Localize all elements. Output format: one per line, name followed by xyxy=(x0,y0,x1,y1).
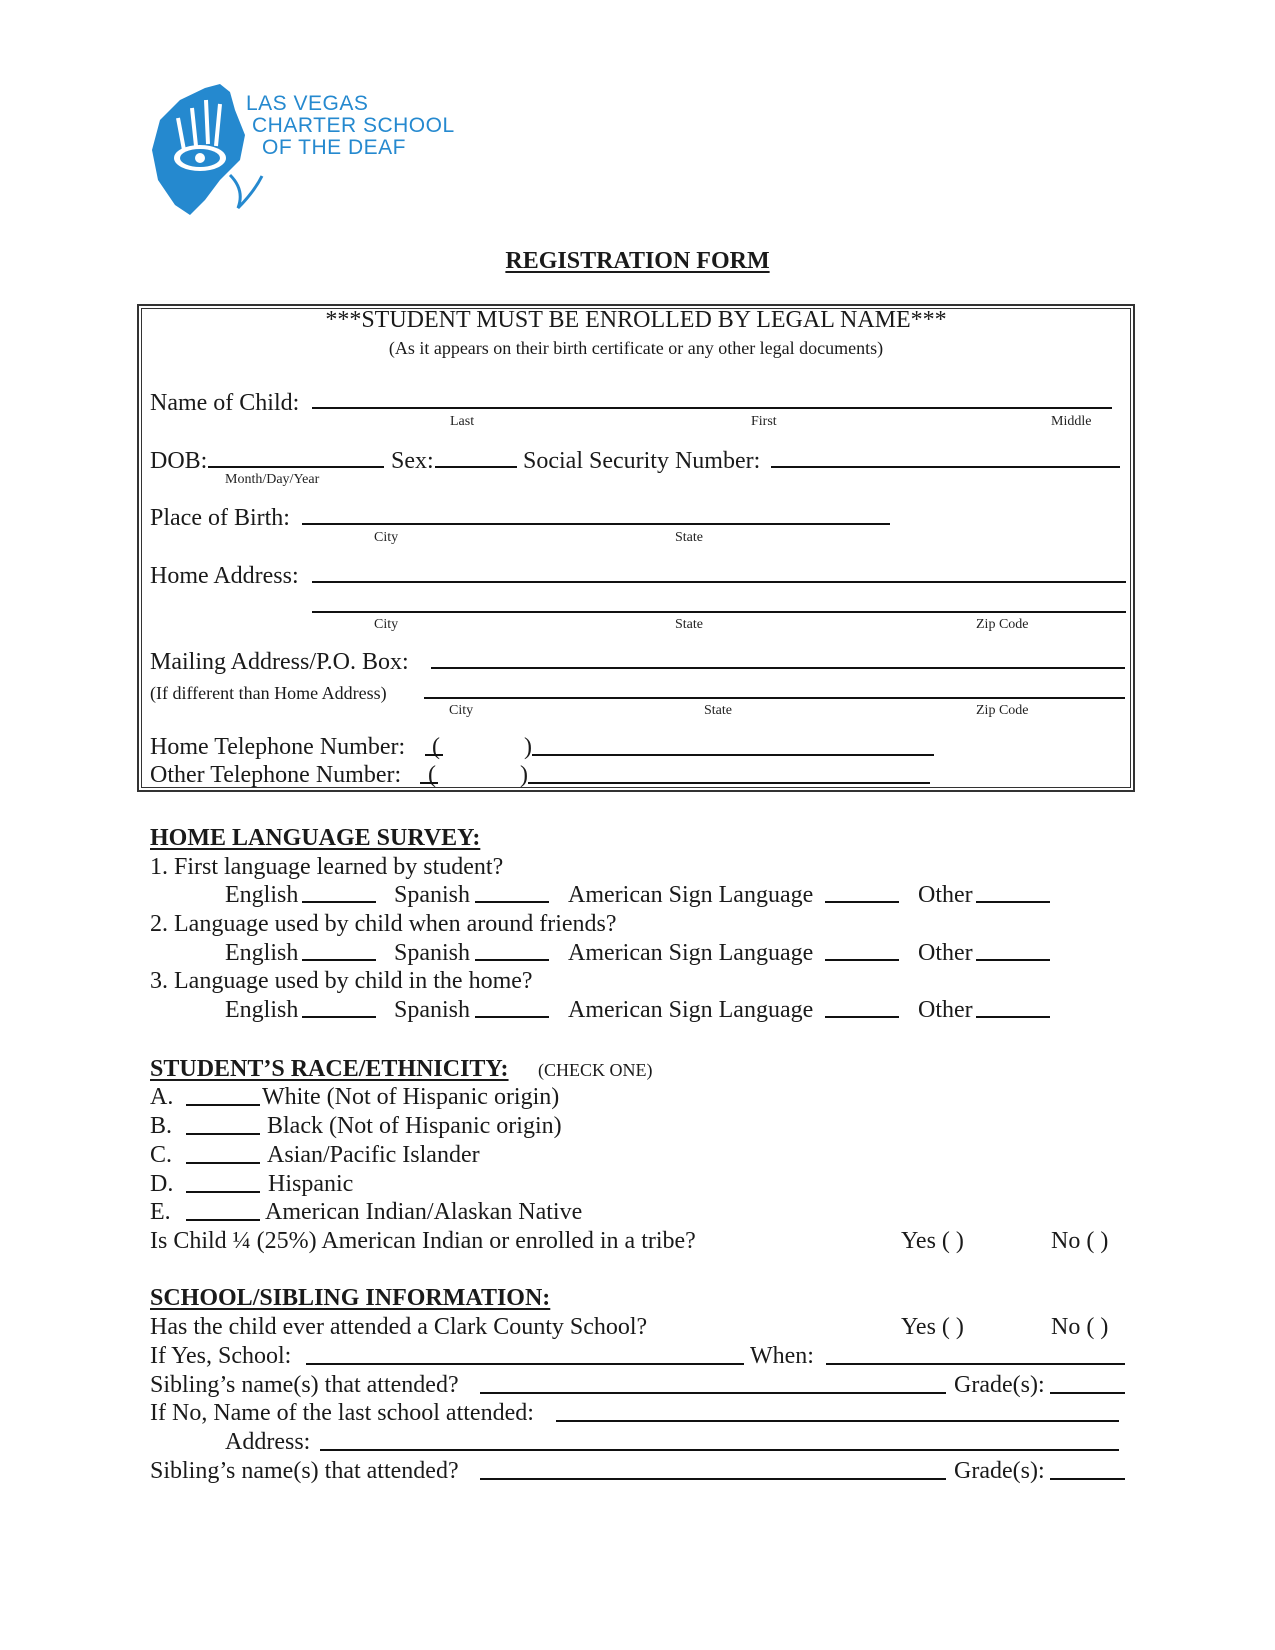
when-field[interactable] xyxy=(826,1363,1125,1365)
place-of-birth-label: Place of Birth: xyxy=(150,505,290,531)
school-heading: SCHOOL/SIBLING INFORMATION: xyxy=(150,1285,551,1311)
q2-asl-label: American Sign Language xyxy=(568,940,814,966)
mailing-caption-city: City xyxy=(449,703,474,718)
caption-middle: Middle xyxy=(1051,414,1092,429)
dob-label: DOB: xyxy=(150,448,208,474)
if-yes-school-label: If Yes, School: xyxy=(150,1343,292,1369)
tribe-question: Is Child ¼ (25%) American Indian or enrolled in a tribe? xyxy=(150,1228,696,1254)
race-blank-e[interactable] xyxy=(186,1219,260,1221)
last-school-field[interactable] xyxy=(556,1420,1119,1422)
name-of-child-field[interactable] xyxy=(312,407,1112,409)
race-blank-b[interactable] xyxy=(186,1133,260,1135)
home-address-line-2-field[interactable] xyxy=(312,611,1126,613)
q3-english-blank[interactable] xyxy=(302,1016,376,1018)
legal-subheading: (As it appears on their birth certificate or any other legal documents) xyxy=(388,338,884,358)
logo-line-3: OF THE DEAF xyxy=(262,136,406,159)
race-blank-a[interactable] xyxy=(186,1104,260,1106)
race-letter-e: E. xyxy=(150,1199,171,1225)
place-of-birth-field[interactable] xyxy=(302,523,890,525)
other-phone-area-field[interactable] xyxy=(420,782,438,784)
home-caption-state: State xyxy=(675,617,703,632)
pob-caption-state: State xyxy=(675,530,703,545)
home-address-label: Home Address: xyxy=(150,563,299,589)
race-letter-b: B. xyxy=(150,1113,173,1139)
address-label: Address: xyxy=(225,1429,311,1455)
sex-label: Sex: xyxy=(391,448,434,474)
mailing-address-label: Mailing Address/P.O. Box: xyxy=(150,649,409,675)
race-blank-d[interactable] xyxy=(186,1191,260,1193)
other-phone-area-open: ( xyxy=(428,762,436,788)
logo-line-2: CHARTER SCHOOL xyxy=(252,114,455,137)
home-telephone-field[interactable] xyxy=(532,754,934,756)
ssn-field[interactable] xyxy=(771,466,1120,468)
q1-english-label: English xyxy=(225,882,299,908)
school-logo xyxy=(150,80,470,220)
q1-other-blank[interactable] xyxy=(976,901,1050,903)
home-address-field[interactable] xyxy=(312,581,1126,583)
if-yes-school-field[interactable] xyxy=(306,1363,744,1365)
name-of-child-label: Name of Child: xyxy=(150,390,300,416)
other-telephone-field[interactable] xyxy=(528,782,930,784)
logo-line-1: LAS VEGAS xyxy=(246,92,369,115)
home-caption-city: City xyxy=(374,617,399,632)
q1-other-label: Other xyxy=(918,882,973,908)
other-telephone-label: Other Telephone Number: xyxy=(150,762,402,788)
race-label-c: Asian/Pacific Islander xyxy=(267,1142,480,1168)
grades-field-2[interactable] xyxy=(1050,1478,1125,1480)
race-label-b: Black (Not of Hispanic origin) xyxy=(267,1113,562,1139)
when-label: When: xyxy=(750,1343,814,1369)
race-label-d: Hispanic xyxy=(268,1171,354,1197)
language-question-2: 2. Language used by child when around friends? xyxy=(150,911,617,937)
sibling-names-field-1[interactable] xyxy=(480,1392,946,1394)
caption-month-day-year: Month/Day/Year xyxy=(225,472,320,487)
clark-county-question: Has the child ever attended a Clark County School? xyxy=(150,1314,648,1340)
caption-last: Last xyxy=(450,414,475,429)
clark-yes-option[interactable]: Yes ( ) xyxy=(901,1314,964,1340)
home-phone-area-field[interactable] xyxy=(425,754,443,756)
legal-heading: ***STUDENT MUST BE ENROLLED BY LEGAL NAME*** xyxy=(325,307,947,333)
q3-other-label: Other xyxy=(918,997,973,1023)
race-check-one-note: (CHECK ONE) xyxy=(538,1060,653,1080)
q3-english-label: English xyxy=(225,997,299,1023)
language-question-3: 3. Language used by child in the home? xyxy=(150,968,533,994)
mailing-address-field[interactable] xyxy=(431,667,1125,669)
home-phone-area-open: ( xyxy=(432,734,440,760)
mailing-caption-state: State xyxy=(704,703,732,718)
q3-asl-label: American Sign Language xyxy=(568,997,814,1023)
race-label-a: White (Not of Hispanic origin) xyxy=(262,1084,560,1110)
q2-english-blank[interactable] xyxy=(302,959,376,961)
grades-label-1: Grade(s): xyxy=(954,1372,1045,1398)
race-letter-c: C. xyxy=(150,1142,173,1168)
q1-asl-blank[interactable] xyxy=(825,901,899,903)
race-letter-d: D. xyxy=(150,1171,174,1197)
dob-field[interactable] xyxy=(208,466,384,468)
if-no-school-label: If No, Name of the last school attended: xyxy=(150,1400,534,1426)
q1-asl-label: American Sign Language xyxy=(568,882,814,908)
pob-caption-city: City xyxy=(374,530,399,545)
last-school-address-field[interactable] xyxy=(320,1449,1119,1451)
race-label-e: American Indian/Alaskan Native xyxy=(265,1199,583,1225)
q2-english-label: English xyxy=(225,940,299,966)
q3-spanish-label: Spanish xyxy=(394,997,471,1023)
mailing-caption-zip: Zip Code xyxy=(976,703,1029,718)
q1-spanish-blank[interactable] xyxy=(475,901,549,903)
q3-spanish-blank[interactable] xyxy=(475,1016,549,1018)
sibling-attended-label-2: Sibling’s name(s) that attended? xyxy=(150,1458,459,1484)
q1-english-blank[interactable] xyxy=(302,901,376,903)
ssn-label: Social Security Number: xyxy=(523,448,761,474)
grades-label-2: Grade(s): xyxy=(954,1458,1045,1484)
race-heading: STUDENT’S RACE/ETHNICITY: xyxy=(150,1056,509,1082)
q1-spanish-label: Spanish xyxy=(394,882,471,908)
home-telephone-label: Home Telephone Number: xyxy=(150,734,406,760)
mailing-address-line-2-field[interactable] xyxy=(424,697,1125,699)
race-letter-a: A. xyxy=(150,1084,174,1110)
grades-field-1[interactable] xyxy=(1050,1392,1125,1394)
other-phone-area-close: ) xyxy=(520,762,528,788)
home-phone-area-close: ) xyxy=(524,734,532,760)
language-question-1: 1. First language learned by student? xyxy=(150,854,504,880)
tribe-yes-option[interactable]: Yes ( ) xyxy=(901,1228,964,1254)
q2-spanish-label: Spanish xyxy=(394,940,471,966)
q2-other-blank[interactable] xyxy=(976,959,1050,961)
mailing-note: (If different than Home Address) xyxy=(150,683,387,703)
q2-spanish-blank[interactable] xyxy=(475,959,549,961)
q2-other-label: Other xyxy=(918,940,973,966)
sex-field[interactable] xyxy=(435,466,517,468)
home-caption-zip: Zip Code xyxy=(976,617,1029,632)
sibling-names-field-2[interactable] xyxy=(480,1478,946,1480)
clark-no-option[interactable]: No ( ) xyxy=(1051,1314,1109,1340)
q3-other-blank[interactable] xyxy=(976,1016,1050,1018)
race-blank-c[interactable] xyxy=(186,1162,260,1164)
form-title: REGISTRATION FORM xyxy=(505,248,770,274)
q3-asl-blank[interactable] xyxy=(825,1016,899,1018)
sibling-attended-label-1: Sibling’s name(s) that attended? xyxy=(150,1372,459,1398)
caption-first: First xyxy=(751,414,777,429)
language-survey-heading: HOME LANGUAGE SURVEY: xyxy=(150,825,481,851)
tribe-no-option[interactable]: No ( ) xyxy=(1051,1228,1109,1254)
q2-asl-blank[interactable] xyxy=(825,959,899,961)
